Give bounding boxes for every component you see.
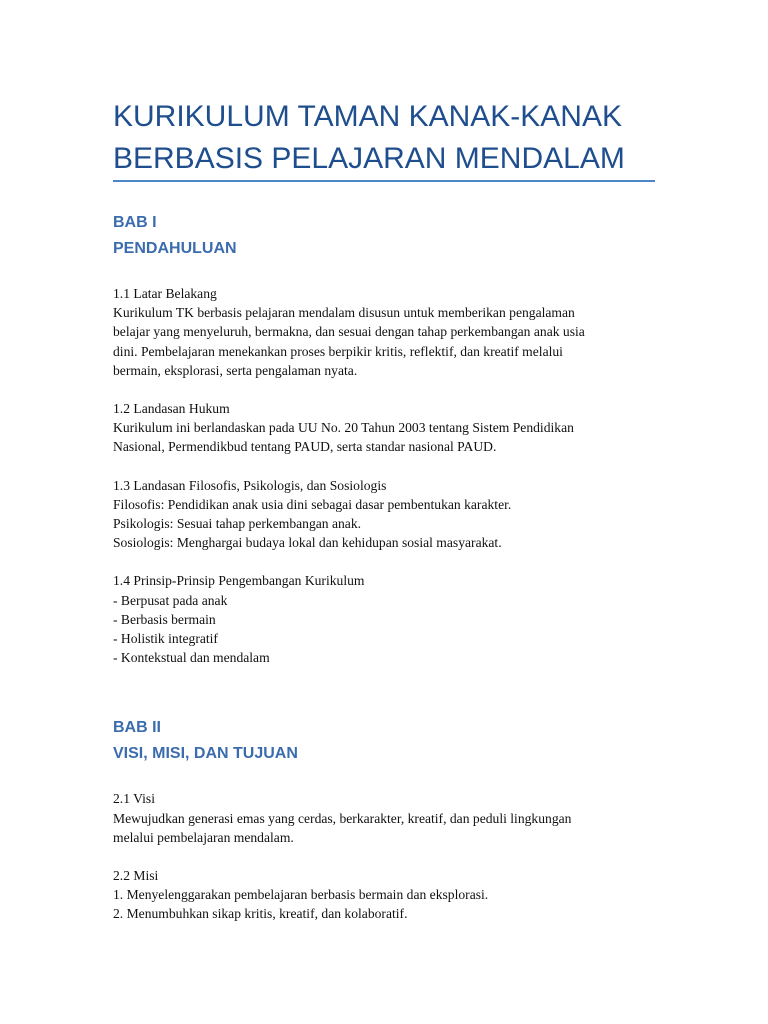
- chapter-number: BAB I: [113, 214, 157, 231]
- paragraph-line: Kurikulum ini berlandaskan pada UU No. 20 Tahun 2003 tentang Sistem Pendidikan: [113, 420, 574, 436]
- section-heading: 1.4 Prinsip-Prinsip Pengembangan Kurikulum: [113, 573, 365, 589]
- section-heading: 2.1 Visi: [113, 791, 155, 807]
- paragraph-line: Kurikulum TK berbasis pelajaran mendalam disusun untuk memberikan pengalaman: [113, 305, 575, 321]
- section-heading: 1.3 Landasan Filosofis, Psikologis, dan Sosiologis: [113, 477, 387, 493]
- paragraph-line: Mewujudkan generasi emas yang cerdas, berkarakter, kreatif, dan peduli lingkungan: [113, 810, 572, 826]
- paragraph-line: Nasional, Permendikbud tentang PAUD, serta standar nasional PAUD.: [113, 439, 497, 455]
- section-heading: 2.2 Misi: [113, 868, 159, 884]
- title-underline-rule: [113, 180, 655, 182]
- chapter-bab-2: [113, 715, 673, 923]
- section-1-4: [113, 571, 673, 667]
- document-title-line: KURIKULUM TAMAN KANAK-KANAK: [113, 100, 622, 133]
- paragraph-line: dini. Pembelajaran menekankan proses berpikir kritis, reflektif, dan kreatif melalui: [113, 343, 563, 359]
- paragraph-line: Sosiologis: Menghargai budaya lokal dan kehidupan sosial masyarakat.: [113, 535, 502, 551]
- chapter-bab-1: [113, 210, 673, 667]
- paragraph-line: Filosofis: Pendidikan anak usia dini sebagai dasar pembentukan karakter.: [113, 496, 512, 512]
- paragraph-line: belajar yang menyeluruh, bermakna, dan sesuai dengan tahap perkembangan anak usia: [113, 324, 585, 340]
- chapter-title: VISI, MISI, DAN TUJUAN: [113, 745, 298, 763]
- list-item: 1. Menyelenggarakan pembelajaran berbasis bermain dan eksplorasi.: [113, 887, 489, 903]
- list-item: - Berbasis bermain: [113, 611, 216, 627]
- chapter-number: BAB II: [113, 719, 161, 737]
- paragraph-line: bermain, eksplorasi, serta pengalaman nyata.: [113, 362, 358, 378]
- section-2-2: [113, 866, 673, 924]
- list-item: - Berpusat pada anak: [113, 592, 228, 608]
- section-1-2: [113, 399, 673, 457]
- section-1-3: [113, 476, 673, 553]
- list-item: 2. Menumbuhkan sikap kritis, kreatif, dan kolaboratif.: [113, 906, 408, 922]
- list-item: - Holistik integratif: [113, 631, 218, 647]
- section-2-1: [113, 789, 673, 847]
- section-heading: 1.2 Landasan Hukum: [113, 401, 230, 417]
- list-item: - Kontekstual dan mendalam: [113, 650, 270, 666]
- section-1-1: [113, 284, 673, 380]
- paragraph-line: melalui pembelajaran mendalam.: [113, 829, 294, 845]
- chapter-title: PENDAHULUAN: [113, 240, 237, 257]
- section-heading: 1.1 Latar Belakang: [113, 286, 217, 301]
- paragraph-line: Psikologis: Sesuai tahap perkembangan anak.: [113, 516, 362, 532]
- document-title: [113, 96, 673, 180]
- document-title-line: BERBASIS PELAJARAN MENDALAM: [113, 142, 625, 175]
- document-body: [113, 210, 673, 924]
